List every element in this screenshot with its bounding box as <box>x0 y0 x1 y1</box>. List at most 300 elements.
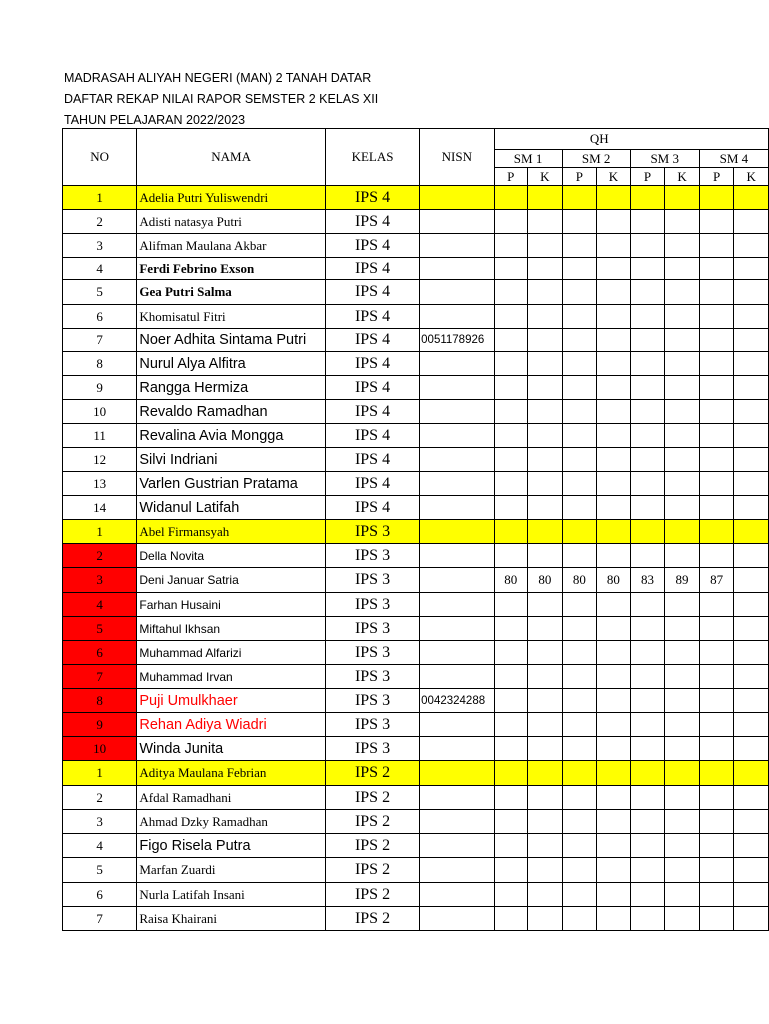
row-number: 7 <box>63 665 137 689</box>
table-row <box>63 713 769 737</box>
grade-value <box>494 737 528 761</box>
student-name: Adisti natasya Putri <box>137 210 326 234</box>
grade-value <box>597 329 631 352</box>
student-name: Afdal Ramadhani <box>137 786 326 810</box>
grade-value <box>528 786 563 810</box>
grade-value <box>734 617 769 641</box>
grade-value <box>665 234 700 258</box>
grade-value <box>734 210 769 234</box>
grade-value <box>665 210 700 234</box>
student-name: Abel Firmansyah <box>137 520 326 544</box>
grade-value <box>494 593 528 617</box>
grade-value <box>597 713 631 737</box>
grade-value <box>562 448 597 472</box>
student-name: Rehan Adiya Wiadri <box>137 713 326 737</box>
header-nama: NAMA <box>137 129 326 186</box>
grade-value <box>562 907 597 931</box>
header-sub-p: P <box>699 168 734 186</box>
grade-value <box>630 883 665 907</box>
grade-value <box>699 593 734 617</box>
grade-value <box>562 617 597 641</box>
student-class: IPS 3 <box>325 737 419 761</box>
grade-value <box>699 448 734 472</box>
grade-value <box>597 424 631 448</box>
grade-value <box>494 834 528 858</box>
grade-value <box>665 305 700 329</box>
row-number: 4 <box>63 258 137 280</box>
row-number: 9 <box>63 713 137 737</box>
grade-value <box>734 258 769 280</box>
grade-value <box>597 210 631 234</box>
grade-value <box>562 234 597 258</box>
student-class: IPS 3 <box>325 593 419 617</box>
student-nisn <box>420 834 494 858</box>
grade-value <box>528 617 563 641</box>
row-number: 9 <box>63 376 137 400</box>
student-name: Widanul Latifah <box>137 496 326 520</box>
grade-value <box>562 352 597 376</box>
header-sm3: SM 3 <box>630 150 699 168</box>
grade-value <box>734 593 769 617</box>
grade-value <box>562 883 597 907</box>
student-class: IPS 3 <box>325 568 419 593</box>
grade-value <box>528 305 563 329</box>
student-nisn <box>420 472 494 496</box>
grade-value <box>699 713 734 737</box>
grade-value <box>597 907 631 931</box>
grade-value <box>597 593 631 617</box>
student-class: IPS 2 <box>325 834 419 858</box>
student-name: Silvi Indriani <box>137 448 326 472</box>
grade-value <box>494 329 528 352</box>
grade-value: 87 <box>699 568 734 593</box>
grade-value <box>494 352 528 376</box>
grade-value <box>665 496 700 520</box>
grade-value <box>665 786 700 810</box>
grade-value <box>528 858 563 883</box>
student-name: Ferdi Febrino Exson <box>137 258 326 280</box>
grade-value <box>734 883 769 907</box>
grade-value <box>665 424 700 448</box>
student-nisn <box>420 593 494 617</box>
grade-recap-table <box>62 128 769 931</box>
student-name: Nurul Alya Alfitra <box>137 352 326 376</box>
grade-value <box>562 544 597 568</box>
grade-value <box>494 472 528 496</box>
row-number: 7 <box>63 907 137 931</box>
grade-value <box>528 665 563 689</box>
table-row <box>63 641 769 665</box>
grade-value <box>562 737 597 761</box>
header-nisn: NISN <box>420 129 494 186</box>
table-row <box>63 448 769 472</box>
grade-value <box>734 234 769 258</box>
grade-value <box>665 448 700 472</box>
grade-value <box>630 376 665 400</box>
grade-value <box>494 665 528 689</box>
student-class: IPS 4 <box>325 448 419 472</box>
grade-value <box>597 858 631 883</box>
grade-value <box>630 713 665 737</box>
student-name: Revaldo Ramadhan <box>137 400 326 424</box>
grade-value <box>597 544 631 568</box>
grade-value <box>562 665 597 689</box>
grade-value <box>597 786 631 810</box>
grade-value <box>494 883 528 907</box>
grade-value <box>665 186 700 210</box>
student-name: Raisa Khairani <box>137 907 326 931</box>
grade-value <box>699 810 734 834</box>
grade-value <box>597 665 631 689</box>
student-nisn <box>420 258 494 280</box>
grade-value <box>630 496 665 520</box>
table-row <box>63 472 769 496</box>
student-nisn <box>420 376 494 400</box>
grade-value <box>528 834 563 858</box>
school-year: TAHUN PELAJARAN 2022/2023 <box>64 113 246 127</box>
student-nisn <box>420 544 494 568</box>
grade-value <box>630 834 665 858</box>
grade-value <box>562 186 597 210</box>
grade-value <box>494 210 528 234</box>
student-class: IPS 4 <box>325 376 419 400</box>
grade-value <box>665 713 700 737</box>
grade-value <box>699 737 734 761</box>
grade-value <box>494 186 528 210</box>
row-number: 11 <box>63 424 137 448</box>
grade-value <box>528 186 563 210</box>
grade-value <box>630 448 665 472</box>
row-number: 6 <box>63 883 137 907</box>
grade-value <box>699 665 734 689</box>
grade-value <box>734 786 769 810</box>
grade-value <box>699 761 734 786</box>
grade-value <box>699 858 734 883</box>
grade-value <box>630 544 665 568</box>
grade-value <box>528 713 563 737</box>
student-nisn <box>420 496 494 520</box>
grade-value <box>528 883 563 907</box>
grade-value <box>630 761 665 786</box>
student-nisn <box>420 810 494 834</box>
grade-value <box>734 713 769 737</box>
grade-value <box>734 376 769 400</box>
grade-value <box>494 689 528 713</box>
grade-value <box>630 186 665 210</box>
grade-value <box>630 280 665 305</box>
grade-value <box>597 258 631 280</box>
grade-value <box>734 186 769 210</box>
school-name: MADRASAH ALIYAH NEGERI (MAN) 2 TANAH DATAR <box>64 71 372 85</box>
table-row <box>63 305 769 329</box>
grade-value <box>494 713 528 737</box>
grade-value <box>528 496 563 520</box>
grade-value <box>528 424 563 448</box>
grade-value <box>562 424 597 448</box>
grade-value <box>494 280 528 305</box>
header-sm1: SM 1 <box>494 150 562 168</box>
grade-value <box>494 258 528 280</box>
student-class: IPS 2 <box>325 786 419 810</box>
grade-value <box>665 258 700 280</box>
row-number: 4 <box>63 593 137 617</box>
row-number: 1 <box>63 520 137 544</box>
document-header <box>64 68 378 131</box>
student-nisn <box>420 737 494 761</box>
grade-value <box>528 258 563 280</box>
table-row <box>63 329 769 352</box>
grade-value <box>699 472 734 496</box>
header-sm4: SM 4 <box>699 150 768 168</box>
student-name: Deni Januar Satria <box>137 568 326 593</box>
grade-value <box>562 496 597 520</box>
student-nisn <box>420 424 494 448</box>
grade-value <box>528 280 563 305</box>
table-row <box>63 761 769 786</box>
student-class: IPS 3 <box>325 665 419 689</box>
grade-value <box>597 810 631 834</box>
grade-value: 83 <box>630 568 665 593</box>
grade-value <box>597 376 631 400</box>
grade-value <box>630 907 665 931</box>
grade-value <box>562 689 597 713</box>
grade-value <box>699 234 734 258</box>
grade-value <box>665 472 700 496</box>
student-name: Winda Junita <box>137 737 326 761</box>
table-row <box>63 593 769 617</box>
grade-value <box>665 376 700 400</box>
grade-value <box>597 496 631 520</box>
grade-value <box>528 376 563 400</box>
student-name: Khomisatul Fitri <box>137 305 326 329</box>
grade-value <box>630 858 665 883</box>
grade-value <box>665 907 700 931</box>
student-nisn <box>420 858 494 883</box>
grade-value <box>494 544 528 568</box>
grade-value <box>528 210 563 234</box>
grade-value <box>665 883 700 907</box>
grade-value <box>562 834 597 858</box>
grade-value <box>630 234 665 258</box>
grade-value <box>597 737 631 761</box>
student-nisn <box>420 234 494 258</box>
student-nisn <box>420 568 494 593</box>
grade-value <box>597 234 631 258</box>
grade-value <box>597 472 631 496</box>
grade-value <box>562 858 597 883</box>
grade-value <box>734 305 769 329</box>
grade-value <box>665 593 700 617</box>
grade-value <box>562 210 597 234</box>
student-class: IPS 3 <box>325 689 419 713</box>
grade-value <box>528 352 563 376</box>
row-number: 1 <box>63 186 137 210</box>
grade-value <box>528 400 563 424</box>
grade-value <box>699 786 734 810</box>
grade-value <box>562 713 597 737</box>
student-name: Nurla Latifah Insani <box>137 883 326 907</box>
grade-value <box>665 280 700 305</box>
grade-value <box>734 472 769 496</box>
header-sub-k: K <box>665 168 700 186</box>
student-class: IPS 3 <box>325 520 419 544</box>
grade-value <box>562 400 597 424</box>
grade-value <box>630 352 665 376</box>
grade-value <box>494 761 528 786</box>
grade-value <box>494 786 528 810</box>
header-sub-p: P <box>630 168 665 186</box>
row-number: 7 <box>63 329 137 352</box>
table-row <box>63 210 769 234</box>
grade-value <box>597 834 631 858</box>
grade-value <box>494 858 528 883</box>
table-row <box>63 280 769 305</box>
student-class: IPS 3 <box>325 617 419 641</box>
student-class: IPS 4 <box>325 329 419 352</box>
grade-value <box>597 400 631 424</box>
grade-value <box>734 761 769 786</box>
grade-value <box>562 786 597 810</box>
student-name: Farhan Husaini <box>137 593 326 617</box>
table-row <box>63 352 769 376</box>
row-number: 4 <box>63 834 137 858</box>
student-name: Revalina Avia Mongga <box>137 424 326 448</box>
grade-value <box>528 544 563 568</box>
header-sub-k: K <box>734 168 769 186</box>
grade-value <box>494 810 528 834</box>
student-nisn <box>420 761 494 786</box>
table-row <box>63 786 769 810</box>
grade-value <box>562 593 597 617</box>
grade-value <box>734 544 769 568</box>
grade-value <box>630 400 665 424</box>
grade-value <box>734 907 769 931</box>
grade-value <box>665 352 700 376</box>
grade-value <box>734 424 769 448</box>
grade-value <box>494 400 528 424</box>
grade-value <box>734 689 769 713</box>
grade-value <box>597 617 631 641</box>
grade-value <box>630 665 665 689</box>
grade-value <box>494 376 528 400</box>
table-row <box>63 400 769 424</box>
grade-value <box>630 617 665 641</box>
document-title: DAFTAR REKAP NILAI RAPOR SEMSTER 2 KELAS XII <box>64 92 379 106</box>
grade-value <box>562 258 597 280</box>
grade-value <box>630 258 665 280</box>
grade-value <box>562 280 597 305</box>
grade-value <box>699 617 734 641</box>
grade-value <box>630 329 665 352</box>
grade-value <box>562 376 597 400</box>
grade-value <box>562 329 597 352</box>
grade-value <box>665 641 700 665</box>
grade-value <box>528 593 563 617</box>
student-class: IPS 2 <box>325 761 419 786</box>
grade-value: 80 <box>528 568 563 593</box>
grade-value <box>699 400 734 424</box>
grade-value <box>528 641 563 665</box>
student-class: IPS 4 <box>325 234 419 258</box>
grade-value <box>699 352 734 376</box>
student-nisn <box>420 352 494 376</box>
row-number: 8 <box>63 352 137 376</box>
grade-value <box>597 352 631 376</box>
table-row <box>63 186 769 210</box>
table-row <box>63 376 769 400</box>
grade-value <box>494 617 528 641</box>
student-name: Adelia Putri Yuliswendri <box>137 186 326 210</box>
grade-value <box>665 544 700 568</box>
table-row <box>63 544 769 568</box>
table-row <box>63 520 769 544</box>
grade-value <box>699 258 734 280</box>
grade-value <box>597 641 631 665</box>
grade-value <box>494 448 528 472</box>
grade-value <box>597 520 631 544</box>
grade-value <box>597 448 631 472</box>
student-name: Varlen Gustrian Pratama <box>137 472 326 496</box>
table-row <box>63 665 769 689</box>
grade-value <box>630 210 665 234</box>
grade-value <box>494 907 528 931</box>
grade-value <box>528 737 563 761</box>
table-row <box>63 234 769 258</box>
grade-value <box>734 737 769 761</box>
student-nisn <box>420 186 494 210</box>
student-nisn <box>420 305 494 329</box>
row-number: 10 <box>63 400 137 424</box>
table-row <box>63 424 769 448</box>
grade-value <box>597 280 631 305</box>
row-number: 6 <box>63 305 137 329</box>
student-nisn <box>420 448 494 472</box>
grade-value <box>630 472 665 496</box>
student-name: Miftahul Ikhsan <box>137 617 326 641</box>
grade-value <box>630 424 665 448</box>
student-name: Alifman Maulana Akbar <box>137 234 326 258</box>
grade-value <box>665 810 700 834</box>
grade-value <box>562 472 597 496</box>
grade-value: 80 <box>562 568 597 593</box>
grade-value <box>665 834 700 858</box>
grade-value <box>528 761 563 786</box>
row-number: 3 <box>63 234 137 258</box>
student-class: IPS 2 <box>325 810 419 834</box>
grade-value <box>597 761 631 786</box>
grade-value <box>630 305 665 329</box>
grade-value: 80 <box>597 568 631 593</box>
student-nisn <box>420 210 494 234</box>
header-qh: QH <box>494 129 768 150</box>
student-class: IPS 4 <box>325 258 419 280</box>
table-row <box>63 883 769 907</box>
grade-value <box>665 329 700 352</box>
grade-value <box>665 665 700 689</box>
student-nisn <box>420 786 494 810</box>
student-name: Aditya Maulana Febrian <box>137 761 326 786</box>
student-name: Puji Umulkhaer <box>137 689 326 713</box>
student-name: Figo Risela Putra <box>137 834 326 858</box>
grade-value <box>597 305 631 329</box>
student-nisn <box>420 665 494 689</box>
grade-value <box>528 689 563 713</box>
grade-value <box>699 641 734 665</box>
grade-value <box>699 280 734 305</box>
grade-value <box>699 520 734 544</box>
row-number: 12 <box>63 448 137 472</box>
grade-value: 89 <box>665 568 700 593</box>
